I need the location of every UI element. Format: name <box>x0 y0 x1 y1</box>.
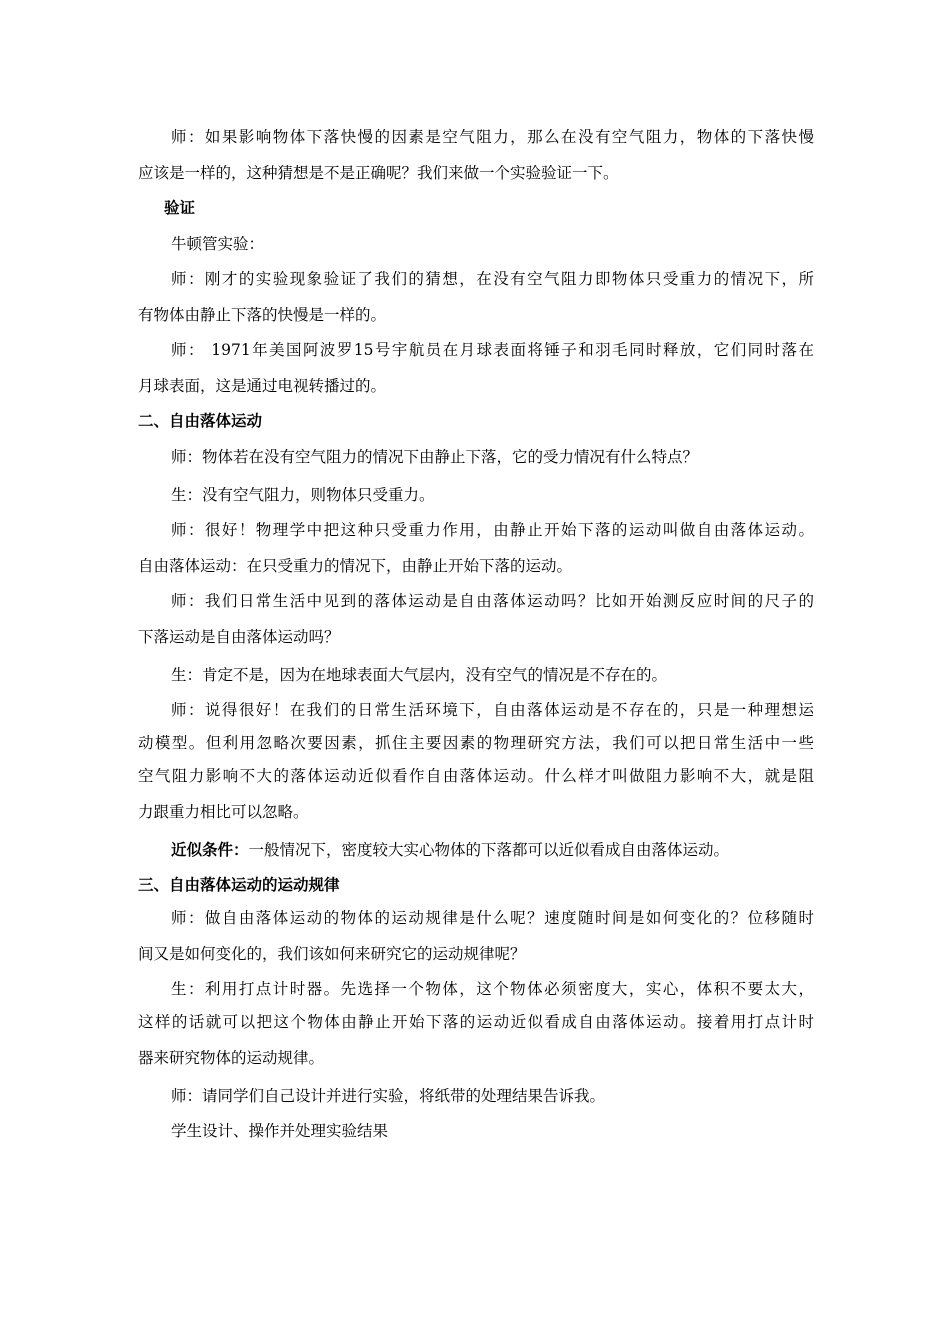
section-heading: 二、自由落体运动 <box>138 412 263 430</box>
paragraph-line: 这样的话就可以把这个物体由静止开始下落的运动近似看成自由落体运动。接着用打点计时 <box>138 1013 814 1031</box>
paragraph-line: 师： 1971年美国阿波罗15号宇航员在月球表面将锤子和羽毛同时释放，它们同时落在 <box>171 341 814 359</box>
definition-line: 自由落体运动：在只受重力的情况下，由静止开始下落的运动。 <box>138 557 573 575</box>
section-heading: 三、自由落体运动的运动规律 <box>138 876 340 894</box>
paragraph-line: 师：物体若在没有空气阻力的情况下由静止下落，它的受力情况有什么特点？ <box>171 448 699 466</box>
approx-condition-label: 近似条件： <box>171 841 249 859</box>
paragraph-line: 月球表面，这是通过电视转播过的。 <box>138 377 387 395</box>
paragraph-line: 动模型。但利用忽略次要因素，抓住主要因素的物理研究方法，我们可以把日常生活中一些 <box>138 734 814 752</box>
paragraph-line: 生：肯定不是，因为在地球表面大气层内，没有空气的情况是不存在的。 <box>171 666 668 684</box>
paragraph-line: 师：如果影响物体下落快慢的因素是空气阻力，那么在没有空气阻力，物体的下落快慢 <box>171 128 814 146</box>
paragraph-line: 师：很好！物理学中把这种只受重力作用，由静止开始下落的运动叫做自由落体运动。 <box>171 521 814 539</box>
document-body <box>138 121 814 1148</box>
section-label-verify: 验证 <box>164 199 196 217</box>
approx-condition-text: 一般情况下，密度较大实心物体的下落都可以近似看成自由落体运动。 <box>248 841 730 859</box>
paragraph-line: 空气阻力影响不大的落体运动近似看作自由落体运动。什么样才叫做阻力影响不大，就是阻 <box>138 767 814 785</box>
paragraph-line: 有物体由静止下落的快慢是一样的。 <box>138 306 387 324</box>
paragraph-line: 师：我们日常生活中见到的落体运动是自由落体运动吗？比如开始测反应时间的尺子的 <box>171 592 814 610</box>
paragraph-line: 学生设计、操作并处理实验结果 <box>171 1122 389 1140</box>
paragraph-line: 师：请同学们自己设计并进行实验，将纸带的处理结果告诉我。 <box>171 1087 606 1105</box>
paragraph-line: 师：做自由落体运动的物体的运动规律是什么呢？速度随时间是如何变化的？位移随时 <box>171 909 814 927</box>
paragraph-line: 下落运动是自由落体运动吗？ <box>138 628 340 646</box>
paragraph-line: 器来研究物体的运动规律。 <box>138 1049 325 1067</box>
paragraph-line: 生：利用打点计时器。先选择一个物体，这个物体必须密度大，实心，体积不要太大， <box>171 980 814 998</box>
paragraph-line: 生：没有空气阻力，则物体只受重力。 <box>171 486 435 504</box>
paragraph-line: 力跟重力相比可以忽略。 <box>138 803 309 821</box>
paragraph-line: 师：说得很好！在我们的日常生活环境下，自由落体运动是不存在的，只是一种理想运 <box>171 701 814 719</box>
approx-condition-line <box>138 831 814 869</box>
paragraph-line: 间又是如何变化的，我们该如何来研究它的运动规律呢？ <box>138 945 526 963</box>
paragraph-line: 师：刚才的实验现象验证了我们的猜想，在没有空气阻力即物体只受重力的情况下，所 <box>171 270 814 288</box>
paragraph-line: 牛顿管实验： <box>171 235 265 253</box>
paragraph-line: 应该是一样的，这种猜想是不是正确呢？我们来做一个实验验证一下。 <box>138 164 619 182</box>
